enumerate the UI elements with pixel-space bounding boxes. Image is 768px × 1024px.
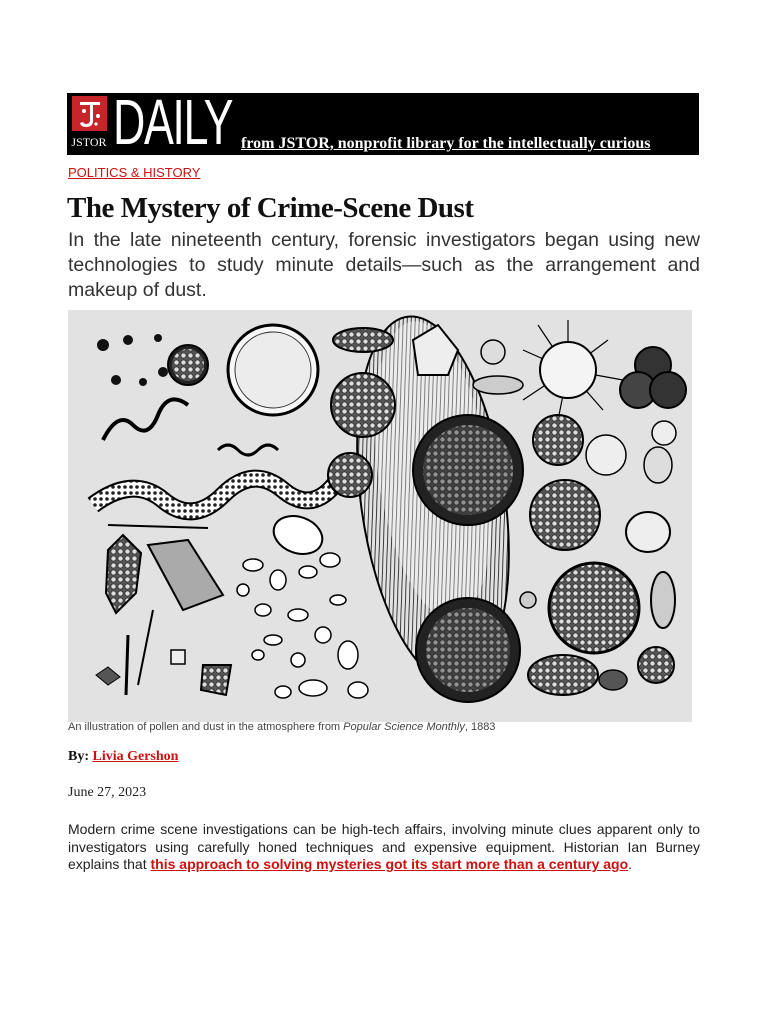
article-dek: In the late nineteenth century, forensic investigators began using new technologies to study minute details—such as the arrangement and makeup of dust. [68,229,700,301]
category-link[interactable]: POLITICS & HISTORY [68,165,201,180]
header-tagline[interactable]: from JSTOR, nonprofit library for the intellectually curious [241,135,651,152]
caption-prefix: An illustration of pollen and dust in the atmosphere from [68,721,344,733]
caption-source: Popular Science Monthly [343,721,465,733]
publish-date: June 27, 2023 [68,785,147,800]
caption-suffix: , 1883 [464,721,496,733]
jstor-seal-icon [72,96,107,131]
author-link[interactable]: Livia Gershon [92,749,179,764]
body-link[interactable]: this approach to solving mysteries got its start more than a century ago [150,856,629,872]
article-body [68,821,700,874]
body-text: Modern crime scene investigations can be high-tech affairs, involving minute clues apparent only to investigators using carefully honed techniques and expensive equipment. Historian Ian Burney explains that [68,821,700,872]
byline-label: By: [68,749,89,764]
figure-caption [68,721,495,733]
jstor-wordmark: JSTOR [71,135,107,149]
daily-wordmark: DAILY [113,86,233,158]
article-illustration [68,310,692,722]
byline [68,749,178,765]
body-end: . [628,856,633,872]
page-title: The Mystery of Crime-Scene Dust [67,192,474,224]
site-header [67,86,699,158]
jstor-logo[interactable] [67,93,111,155]
pollen-dust-illustration [68,310,692,722]
